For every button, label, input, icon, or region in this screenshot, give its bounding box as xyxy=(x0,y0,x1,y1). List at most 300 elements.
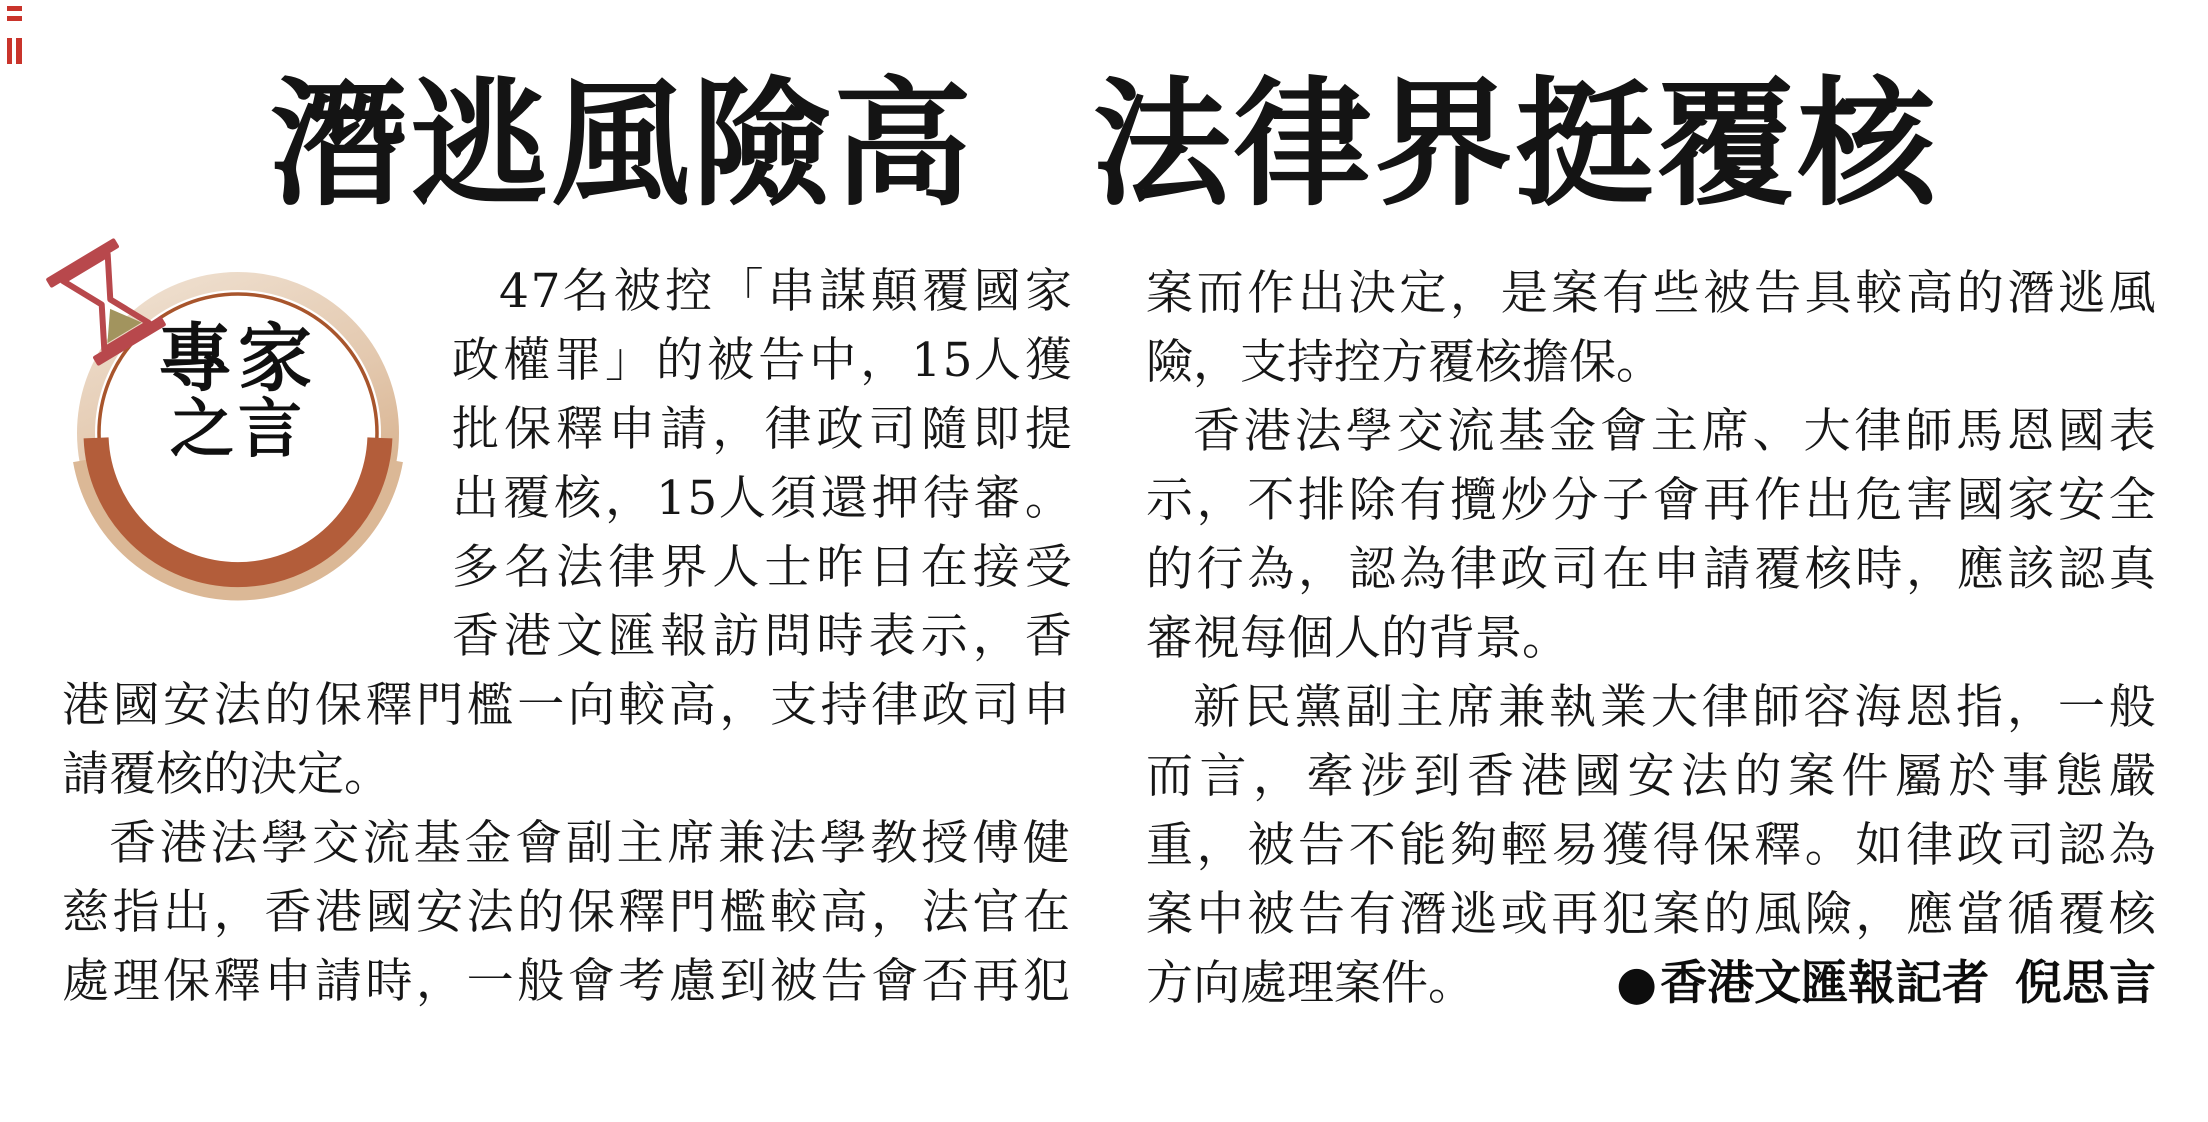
glyph: 子 xyxy=(1602,473,1650,528)
glyph: 審 xyxy=(1146,611,1193,666)
glyph: 的 xyxy=(1956,266,2004,321)
glyph: 覆 xyxy=(922,264,970,319)
glyph: 香 xyxy=(1024,609,1072,664)
glyph: 恩 xyxy=(2007,404,2054,459)
glyph: 港 xyxy=(159,816,207,871)
text-line xyxy=(1146,328,2156,397)
glyph: 執 xyxy=(1549,680,1597,735)
glyph: 主 xyxy=(616,816,664,871)
glyph: 覆 xyxy=(2058,887,2106,942)
glyph: 態 xyxy=(2055,749,2103,804)
glyph: 在 xyxy=(1602,542,1650,597)
glyph: 持 xyxy=(1287,335,1334,390)
glyph: 倪 xyxy=(2015,956,2062,1011)
glyph: 的 xyxy=(1146,542,1193,597)
glyph: 攬 xyxy=(1450,473,1498,528)
glyph: 再 xyxy=(1551,887,1599,942)
glyph: 兼 xyxy=(718,816,766,871)
glyph: 釋 xyxy=(618,885,666,940)
glyph: 案 xyxy=(1652,887,1700,942)
glyph: 決 xyxy=(1348,266,1396,321)
glyph: 在 xyxy=(920,540,968,595)
glyph: 為 xyxy=(1399,542,1447,597)
glyph: 指 xyxy=(1956,680,2004,735)
glyph: 逃 xyxy=(2058,266,2106,321)
glyph: 夠 xyxy=(1450,818,1498,873)
glyph: 還 xyxy=(820,471,868,526)
glyph: 般 xyxy=(2108,680,2156,735)
glyph: 認 xyxy=(1348,542,1396,597)
glyph: 席 xyxy=(1701,404,1749,459)
glyph: 處 xyxy=(62,954,109,1009)
glyph: 港 xyxy=(504,609,552,664)
text-line xyxy=(1146,604,2156,673)
glyph: 隨 xyxy=(920,402,968,457)
glyph: 出 xyxy=(1804,473,1852,528)
text-line xyxy=(1146,259,2156,328)
glyph: 一 xyxy=(2057,680,2105,735)
red-corner-mark xyxy=(7,16,22,21)
glyph: 應 xyxy=(1906,887,1954,942)
glyph: 覆 xyxy=(503,471,551,526)
glyph: 批 xyxy=(452,402,499,457)
glyph: 到 xyxy=(1413,749,1461,804)
glyph: 的 xyxy=(1734,749,1782,804)
glyph: 中 xyxy=(809,333,857,388)
glyph: 「 xyxy=(716,264,764,319)
glyph: 有 xyxy=(1602,266,1650,321)
glyph: 思 xyxy=(2062,956,2109,1011)
glyph: 高 xyxy=(1906,266,1954,321)
glyph: 匯 xyxy=(1801,956,1849,1011)
glyph: 方 xyxy=(1381,335,1428,390)
text-line xyxy=(452,395,1072,464)
glyph: 釋 xyxy=(365,678,413,733)
glyph: 馬 xyxy=(1956,404,2004,459)
glyph: 大 xyxy=(1803,404,1851,459)
glyph: 出 xyxy=(452,471,499,526)
glyph: 指 xyxy=(112,885,160,940)
glyph: 支 xyxy=(1240,335,1287,390)
glyph: ， xyxy=(860,333,908,388)
glyph: 被 xyxy=(613,264,661,319)
glyph: ， xyxy=(1196,818,1244,873)
glyph: 案 xyxy=(1146,887,1193,942)
glyph: 保 xyxy=(314,678,362,733)
glyph: 律 xyxy=(608,540,656,595)
glyph: 作 xyxy=(1754,473,1802,528)
glyph: ● xyxy=(1616,956,1658,1011)
glyph: 易 xyxy=(1551,818,1599,873)
glyph: 言 xyxy=(1199,749,1247,804)
glyph: 。 xyxy=(1616,335,1663,390)
glyph: 核 xyxy=(1475,335,1522,390)
glyph: 控 xyxy=(1334,335,1381,390)
glyph: 案 xyxy=(1551,266,1599,321)
glyph: 5 xyxy=(942,333,973,388)
glyph: 人 xyxy=(973,333,1021,388)
glyph: 再 xyxy=(972,954,1020,1009)
glyph: 黨 xyxy=(1294,680,1342,735)
glyph: 該 xyxy=(2007,542,2055,597)
text-line xyxy=(1146,742,2156,811)
glyph: ， xyxy=(972,609,1020,664)
glyph: 於 xyxy=(1948,749,1996,804)
glyph: 請 xyxy=(660,402,708,457)
glyph: 不 xyxy=(1348,818,1396,873)
glyph: 時 xyxy=(365,954,413,1009)
glyph: 理 xyxy=(1287,956,1334,1011)
text-line xyxy=(452,326,1072,395)
article-headline xyxy=(0,34,2208,232)
glyph: 而 xyxy=(1146,749,1193,804)
glyph: 記 xyxy=(1895,956,1943,1011)
glyph: 被 xyxy=(707,333,755,388)
glyph: 門 xyxy=(416,678,464,733)
glyph: 事 xyxy=(2002,749,2049,804)
glyph: 。 xyxy=(1024,471,1072,526)
glyph: 港 xyxy=(314,885,362,940)
glyph: 學 xyxy=(261,816,309,871)
glyph: 有 xyxy=(1399,473,1447,528)
glyph: 容 xyxy=(1803,680,1851,735)
glyph: 副 xyxy=(565,816,613,871)
text-line xyxy=(1146,673,2156,742)
glyph: 權 xyxy=(503,333,551,388)
glyph: 流 xyxy=(362,816,410,871)
glyph: 1 xyxy=(911,333,942,388)
glyph: 循 xyxy=(2007,887,2055,942)
glyph: 。 xyxy=(344,747,391,802)
glyph: 安 xyxy=(163,678,211,733)
text-line xyxy=(452,464,1072,533)
line-text xyxy=(1146,956,1475,1011)
glyph: 保 xyxy=(504,402,552,457)
glyph: 時 xyxy=(1855,542,1903,597)
glyph: 否 xyxy=(921,954,969,1009)
glyph: 顛 xyxy=(870,264,918,319)
glyph: 到 xyxy=(719,954,767,1009)
glyph: 背 xyxy=(1428,611,1475,666)
glyph: 排 xyxy=(1298,473,1346,528)
glyph: 港 xyxy=(1520,749,1568,804)
glyph: 的 xyxy=(517,885,565,940)
glyph: 請 xyxy=(62,747,109,802)
glyph: 為 xyxy=(1247,542,1295,597)
glyph: 押 xyxy=(871,471,919,526)
glyph: 定 xyxy=(1399,266,1447,321)
glyph: 。 xyxy=(1428,956,1475,1011)
glyph: 基 xyxy=(1498,404,1546,459)
glyph: 法 xyxy=(466,885,514,940)
experts-words-badge xyxy=(56,248,420,620)
glyph: ， xyxy=(1253,749,1300,804)
glyph: 安 xyxy=(416,885,464,940)
glyph: 律 xyxy=(1854,404,1902,459)
glyph: 擔 xyxy=(1522,335,1569,390)
glyph: 法 xyxy=(921,885,969,940)
text-line xyxy=(452,602,1072,671)
glyph: 香 xyxy=(1660,956,1708,1011)
text-line xyxy=(1146,466,2156,535)
glyph: 1 xyxy=(656,471,687,526)
glyph: 律 xyxy=(764,402,812,457)
glyph: 5 xyxy=(687,471,718,526)
glyph: 獲 xyxy=(1024,333,1072,388)
glyph: 法 xyxy=(556,540,604,595)
glyph: 為 xyxy=(2108,818,2156,873)
glyph: 犯 xyxy=(1022,954,1070,1009)
glyph: 政 xyxy=(452,333,499,388)
glyph: 視 xyxy=(1193,611,1240,666)
glyph: 的 xyxy=(1381,611,1428,666)
glyph: 釋 xyxy=(1754,818,1802,873)
glyph: 受 xyxy=(1024,540,1072,595)
glyph: 每 xyxy=(1240,611,1287,666)
glyph: 的 xyxy=(1703,887,1751,942)
glyph: ， xyxy=(213,885,261,940)
glyph: ， xyxy=(605,471,653,526)
glyph: 向 xyxy=(567,678,615,733)
glyph: 核 xyxy=(1804,542,1852,597)
glyph: 認 xyxy=(2058,542,2106,597)
glyph: 較 xyxy=(1855,266,1903,321)
glyph: ， xyxy=(1193,335,1240,390)
glyph: 申 xyxy=(264,954,312,1009)
glyph: 認 xyxy=(2058,818,2106,873)
glyph: 港 xyxy=(62,678,109,733)
glyph: 家 xyxy=(1024,264,1072,319)
glyph: 告 xyxy=(1298,818,1346,873)
glyph: 或 xyxy=(1500,887,1548,942)
glyph: 而 xyxy=(1196,266,1244,321)
glyph: 罪 xyxy=(554,333,602,388)
glyph: 法 xyxy=(768,816,816,871)
badge-title-line2: 之言 xyxy=(170,392,306,467)
glyph: 牽 xyxy=(1306,749,1354,804)
glyph: 案 xyxy=(1334,956,1381,1011)
glyph: 請 xyxy=(314,954,362,1009)
glyph: 獲 xyxy=(1602,818,1650,873)
glyph: 名 xyxy=(504,540,552,595)
glyph: 些 xyxy=(1652,266,1700,321)
glyph: 被 xyxy=(1247,818,1295,873)
glyph: 基 xyxy=(413,816,461,871)
glyph: 政 xyxy=(816,402,864,457)
glyph: 理 xyxy=(112,954,160,1009)
glyph: 人 xyxy=(718,471,766,526)
glyph: 國 xyxy=(112,678,160,733)
text-line xyxy=(1146,949,2156,1018)
glyph: 出 xyxy=(163,885,211,940)
glyph: 律 xyxy=(1450,542,1498,597)
glyph: 能 xyxy=(1399,818,1447,873)
text-line xyxy=(1146,397,2156,466)
glyph: 個 xyxy=(1287,611,1334,666)
glyph: 民 xyxy=(1243,680,1291,735)
glyph: 、 xyxy=(1752,404,1800,459)
glyph: 重 xyxy=(1146,818,1193,873)
glyph: 司 xyxy=(972,678,1020,733)
glyph: 保 xyxy=(163,954,211,1009)
glyph: 出 xyxy=(1298,266,1346,321)
glyph: 問 xyxy=(764,609,812,664)
glyph: 人 xyxy=(712,540,760,595)
glyph: 的 xyxy=(264,678,312,733)
glyph: 金 xyxy=(464,816,512,871)
glyph: 潛 xyxy=(1399,887,1447,942)
glyph: 文 xyxy=(556,609,604,664)
glyph: 主 xyxy=(1396,680,1444,735)
glyph: 檻 xyxy=(466,678,514,733)
glyph: 有 xyxy=(1348,887,1396,942)
glyph: 持 xyxy=(820,678,868,733)
glyph: 輕 xyxy=(1500,818,1548,873)
glyph: 當 xyxy=(1956,887,2004,942)
glyph: 告 xyxy=(758,333,806,388)
glyph: 。 xyxy=(1522,611,1569,666)
glyph: 司 xyxy=(868,402,916,457)
glyph: 覆 xyxy=(109,747,156,802)
glyph: 覆 xyxy=(1754,542,1802,597)
glyph: 申 xyxy=(1022,678,1070,733)
glyph: 席 xyxy=(1447,680,1495,735)
text-line xyxy=(62,740,1070,809)
glyph: 香 xyxy=(1467,749,1514,804)
glyph: 謀 xyxy=(819,264,867,319)
glyph: 學 xyxy=(1345,404,1393,459)
glyph: 保 xyxy=(567,885,615,940)
glyph: ， xyxy=(871,885,919,940)
glyph: 的 xyxy=(203,747,250,802)
glyph: ， xyxy=(1855,887,1903,942)
glyph: 多 xyxy=(452,540,499,595)
glyph: 告 xyxy=(1298,887,1346,942)
glyph: 釋 xyxy=(213,954,261,1009)
glyph: 告 xyxy=(820,954,868,1009)
glyph: ， xyxy=(1298,542,1346,597)
glyph: 4 xyxy=(499,264,529,319)
glyph: 炒 xyxy=(1500,473,1548,528)
glyph: 家 xyxy=(2007,473,2055,528)
glyph: 。 xyxy=(1804,818,1852,873)
glyph: 傅 xyxy=(972,816,1020,871)
glyph: 得 xyxy=(1652,818,1700,873)
glyph: 大 xyxy=(1650,680,1698,735)
glyph: 除 xyxy=(1348,473,1396,528)
glyph: 」 xyxy=(605,333,653,388)
glyph: ， xyxy=(2007,680,2054,735)
glyph: 待 xyxy=(922,471,970,526)
glyph: 港 xyxy=(1243,404,1291,459)
glyph: 是 xyxy=(1500,266,1548,321)
glyph: 告 xyxy=(1754,266,1802,321)
glyph: 核 xyxy=(2108,887,2156,942)
glyph: 處 xyxy=(1240,956,1287,1011)
red-corner-mark xyxy=(7,6,22,11)
glyph: 業 xyxy=(1600,680,1647,735)
text-line xyxy=(1146,880,2156,949)
glyph: 核 xyxy=(554,471,602,526)
glyph: 應 xyxy=(1956,542,2004,597)
glyph: 風 xyxy=(2108,266,2156,321)
glyph: 不 xyxy=(1247,473,1295,528)
glyph: 慮 xyxy=(668,954,716,1009)
glyph: 中 xyxy=(1196,887,1244,942)
left-column-full-text xyxy=(62,671,1070,1016)
glyph: 言 xyxy=(2109,956,2156,1011)
glyph: 串 xyxy=(767,264,815,319)
glyph: 政 xyxy=(1956,818,2004,873)
glyph: 安 xyxy=(1627,749,1675,804)
glyph: 請 xyxy=(1703,542,1751,597)
glyph: 會 xyxy=(871,954,919,1009)
glyph: 副 xyxy=(1345,680,1393,735)
glyph: 交 xyxy=(1396,404,1444,459)
glyph: 一 xyxy=(517,678,565,733)
glyph: 兼 xyxy=(1498,680,1546,735)
glyph: ， xyxy=(1196,473,1244,528)
glyph: 高 xyxy=(820,885,868,940)
glyph: 司 xyxy=(2007,818,2055,873)
glyph: 釋 xyxy=(556,402,604,457)
glyph: 金 xyxy=(1549,404,1597,459)
glyph: ， xyxy=(1906,542,1954,597)
glyph: 安 xyxy=(2058,473,2106,528)
glyph: 國 xyxy=(1574,749,1621,804)
glyph: 香 xyxy=(452,609,499,664)
glyph: 真 xyxy=(2108,542,2156,597)
glyph: 定 xyxy=(297,747,344,802)
glyph: 會 xyxy=(1652,473,1700,528)
glyph: 國 xyxy=(2057,404,2105,459)
glyph: 如 xyxy=(1855,818,1903,873)
text-line xyxy=(452,257,1072,326)
glyph: 律 xyxy=(1701,680,1749,735)
glyph: 一 xyxy=(466,954,514,1009)
glyph: 香 xyxy=(264,885,312,940)
glyph: 提 xyxy=(1024,402,1072,457)
glyph: 學 xyxy=(819,816,867,871)
glyph: 教 xyxy=(870,816,918,871)
text-line xyxy=(62,878,1070,947)
glyph: 嚴 xyxy=(2109,749,2156,804)
glyph: 國 xyxy=(973,264,1021,319)
glyph: 害 xyxy=(1906,473,1954,528)
glyph: 考 xyxy=(618,954,666,1009)
glyph: 犯 xyxy=(1602,887,1650,942)
glyph: 決 xyxy=(250,747,297,802)
glyph: 危 xyxy=(1855,473,1903,528)
glyph: 被 xyxy=(1247,887,1295,942)
right-column-text xyxy=(1146,259,2156,1018)
glyph: 香 xyxy=(1193,404,1240,459)
glyph: 向 xyxy=(1193,956,1240,1011)
glyph: 報 xyxy=(1848,956,1896,1011)
glyph: 行 xyxy=(1196,542,1244,597)
glyph: 被 xyxy=(770,954,818,1009)
glyph: 界 xyxy=(660,540,708,595)
glyph: 文 xyxy=(1754,956,1802,1011)
glyph: 案 xyxy=(1788,749,1835,804)
glyph: 恩 xyxy=(1905,680,1953,735)
glyph: 在 xyxy=(1022,885,1070,940)
left-column-wrapped-text xyxy=(452,257,1072,671)
text-line xyxy=(1146,535,2156,604)
badge-title-line1: 專家 xyxy=(158,316,318,402)
glyph: ， xyxy=(1450,266,1498,321)
glyph: 師 xyxy=(1905,404,1953,459)
